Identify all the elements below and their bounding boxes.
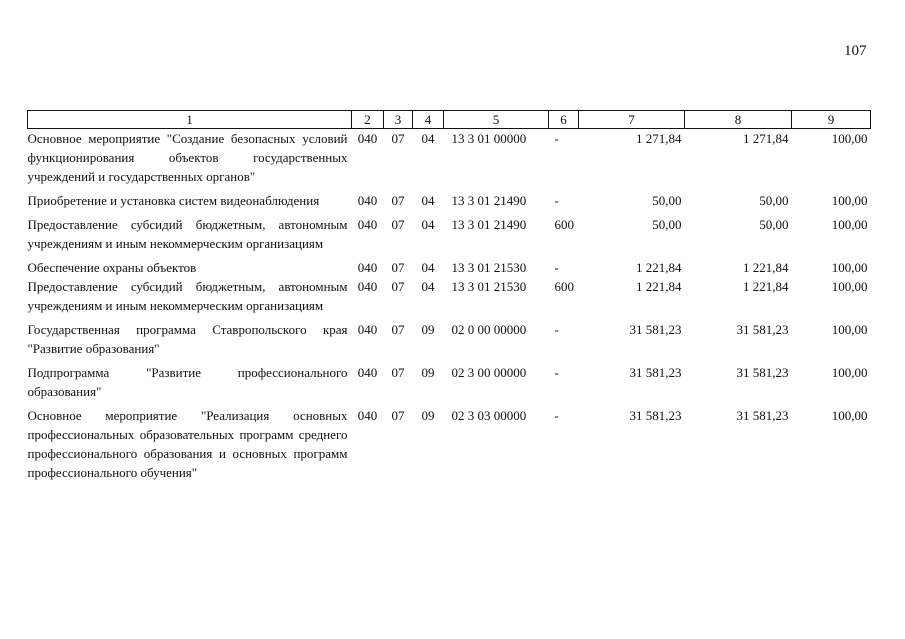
cell-percent: 100,00 (831, 217, 868, 232)
header-col-6: 6 (549, 111, 579, 129)
cell-subsection: 09 (421, 322, 435, 337)
cell-value-8: 31 581,23 (736, 408, 789, 423)
header-col-2: 2 (352, 111, 384, 129)
cell-value-8: 1 221,84 (743, 260, 789, 275)
cell-expense-type: 600 (554, 217, 574, 232)
header-col-5: 5 (444, 111, 549, 129)
budget-table (27, 110, 871, 482)
header-col-4: 4 (413, 111, 444, 129)
cell-target-code: 02 3 00 00000 (451, 365, 527, 380)
cell-target-code: 13 3 01 21530 (451, 279, 527, 294)
cell-section: 07 (391, 279, 405, 294)
cell-expense-type: - (554, 260, 559, 275)
cell-subsection: 04 (421, 279, 435, 294)
cell-percent: 100,00 (831, 260, 868, 275)
table-row (28, 401, 871, 482)
cell-value-7: 31 581,23 (629, 322, 682, 337)
row-name: Основное мероприятие "Реализация основных профессиональных образовательных программ среднего профессионального образования и основных программ профессионального обучения" (27, 408, 348, 480)
cell-value-8: 31 581,23 (736, 322, 789, 337)
row-name: Обеспечение охраны объектов (27, 260, 197, 275)
header-col-1: 1 (28, 111, 352, 129)
cell-section: 07 (391, 365, 405, 380)
cell-value-7: 50,00 (652, 217, 682, 232)
header-col-9: 9 (792, 111, 871, 129)
cell-expense-type: - (554, 408, 559, 423)
cell-value-7: 31 581,23 (629, 365, 682, 380)
cell-value-8: 1 271,84 (743, 131, 789, 146)
cell-subsection: 04 (421, 217, 435, 232)
cell-ministry: 040 (357, 217, 378, 232)
cell-value-7: 1 271,84 (636, 131, 682, 146)
cell-ministry: 040 (357, 131, 378, 146)
cell-section: 07 (391, 217, 405, 232)
cell-value-7: 1 221,84 (636, 260, 682, 275)
cell-section: 07 (391, 322, 405, 337)
cell-ministry: 040 (357, 193, 378, 208)
cell-subsection: 09 (421, 408, 435, 423)
page-number: 107 (844, 43, 867, 59)
table-header-row (28, 111, 871, 129)
cell-percent: 100,00 (831, 131, 868, 146)
header-col-7: 7 (579, 111, 685, 129)
cell-ministry: 040 (357, 408, 378, 423)
cell-ministry: 040 (357, 365, 378, 380)
row-name: Предоставление субсидий бюджетным, автономным учреждениям и иным некоммерческим организациям (27, 217, 348, 251)
cell-subsection: 04 (421, 131, 435, 146)
cell-expense-type: - (554, 365, 559, 380)
cell-value-8: 50,00 (759, 193, 789, 208)
cell-expense-type: - (554, 131, 559, 146)
cell-target-code: 02 3 03 00000 (451, 408, 527, 423)
row-name: Предоставление субсидий бюджетным, автономным учреждениям и иным некоммерческим организациям (27, 279, 348, 313)
cell-section: 07 (391, 193, 405, 208)
cell-target-code: 02 0 00 00000 (451, 322, 527, 337)
cell-target-code: 13 3 01 21490 (451, 193, 527, 208)
cell-percent: 100,00 (831, 193, 868, 208)
cell-expense-type: 600 (554, 279, 574, 294)
cell-ministry: 040 (357, 322, 378, 337)
table-row (28, 277, 871, 315)
cell-subsection: 04 (421, 193, 435, 208)
row-name: Приобретение и установка систем видеонаблюдения (27, 193, 320, 208)
cell-expense-type: - (554, 322, 559, 337)
cell-percent: 100,00 (831, 365, 868, 380)
cell-ministry: 040 (357, 260, 378, 275)
cell-percent: 100,00 (831, 279, 868, 294)
row-name: Подпрограмма "Развитие профессионального образования" (27, 365, 348, 399)
cell-target-code: 13 3 01 21490 (451, 217, 527, 232)
table-row (28, 358, 871, 401)
cell-value-8: 50,00 (759, 217, 789, 232)
header-col-8: 8 (685, 111, 792, 129)
row-name: Государственная программа Ставропольского края "Развитие образования" (27, 322, 348, 356)
cell-ministry: 040 (357, 279, 378, 294)
cell-value-7: 31 581,23 (629, 408, 682, 423)
cell-value-7: 50,00 (652, 193, 682, 208)
table-row (28, 186, 871, 210)
cell-target-code: 13 3 01 21530 (451, 260, 527, 275)
cell-subsection: 04 (421, 260, 435, 275)
cell-percent: 100,00 (831, 408, 868, 423)
cell-percent: 100,00 (831, 322, 868, 337)
row-name: Основное мероприятие "Создание безопасных условий функционирования объектов государственных учреждений и государственных органов" (27, 131, 348, 184)
table-row (28, 315, 871, 358)
table-row (28, 253, 871, 277)
cell-value-8: 1 221,84 (743, 279, 789, 294)
cell-value-7: 1 221,84 (636, 279, 682, 294)
cell-section: 07 (391, 131, 405, 146)
header-col-3: 3 (384, 111, 413, 129)
cell-target-code: 13 3 01 00000 (451, 131, 527, 146)
cell-expense-type: - (554, 193, 559, 208)
cell-value-8: 31 581,23 (736, 365, 789, 380)
table-row (28, 129, 871, 187)
cell-subsection: 09 (421, 365, 435, 380)
cell-section: 07 (391, 408, 405, 423)
cell-section: 07 (391, 260, 405, 275)
table-row (28, 210, 871, 253)
